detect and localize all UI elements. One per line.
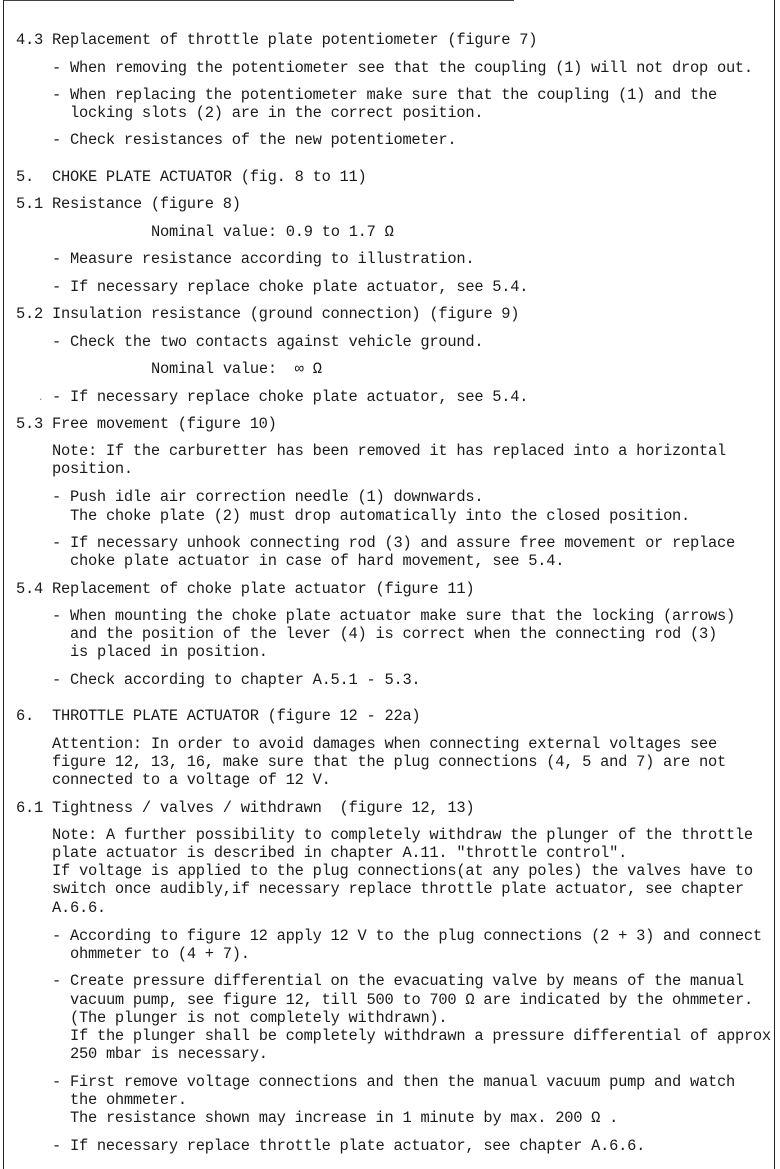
- bullet-continuation: vacuum pump, see figure 12, till 500 to 700 Ω are indicated by the ohmmeter.: [70, 991, 753, 1009]
- section-number: 5.4: [16, 580, 43, 598]
- nominal-value: Nominal value: 0.9 to 1.7 Ω: [151, 223, 394, 241]
- bullet-continuation: choke plate actuator in case of hard movement, see 5.4.: [70, 552, 565, 570]
- section-heading: Tightness / valves / withdrawn (figure 12, 13): [52, 799, 475, 817]
- bullet-text: - According to figure 12 apply 12 V to the plug connections (2 + 3) and connect: [52, 927, 762, 945]
- bullet-continuation: 250 mbar is necessary.: [70, 1045, 268, 1063]
- attention-text: Attention: In order to avoid damages when connecting external voltages see: [52, 735, 717, 753]
- bullet-text: - When removing the potentiometer see that the coupling (1) will not drop out.: [52, 59, 753, 77]
- bullet-text: - If necessary replace throttle plate actuator, see chapter A.6.6.: [52, 1137, 646, 1155]
- bullet-text: - Push idle air correction needle (1) downwards.: [52, 488, 484, 506]
- section-number: 5.1: [16, 195, 43, 213]
- section-number: 6.1: [16, 799, 43, 817]
- bullet-text: - When mounting the choke plate actuator make sure that the locking (arrows): [52, 607, 735, 625]
- bullet-continuation: locking slots (2) are in the correct position.: [70, 104, 484, 122]
- bullet-text: - First remove voltage connections and then the manual vacuum pump and watch: [52, 1073, 735, 1091]
- bullet-continuation: and the position of the lever (4) is correct when the connecting rod (3): [70, 625, 717, 643]
- bullet-text: - If necessary unhook connecting rod (3) and assure free movement or replace: [52, 534, 735, 552]
- note-text: position.: [52, 460, 133, 478]
- bullet-text: - Check the two contacts against vehicle ground.: [52, 333, 484, 351]
- note-text: plate actuator is described in chapter A.11. "throttle control".: [52, 844, 628, 862]
- bullet-continuation: the ohmmeter.: [70, 1091, 187, 1109]
- section-heading: Replacement of throttle plate potentiometer (figure 7): [52, 31, 538, 49]
- attention-text: connected to a voltage of 12 V.: [52, 771, 331, 789]
- top-rule: [4, 0, 514, 1]
- bullet-continuation: ohmmeter to (4 + 7).: [70, 945, 250, 963]
- section-number: 5.3: [16, 415, 43, 433]
- bullet-text: - Create pressure differential on the evacuating valve by means of the manual: [52, 972, 744, 990]
- nominal-value: Nominal value: ∞ Ω: [151, 360, 322, 378]
- document-page: [3, 0, 775, 1169]
- note-text: Note: If the carburetter has been removed it has replaced into a horizontal: [52, 442, 726, 460]
- bullet-text: - If necessary replace choke plate actuator, see 5.4.: [52, 278, 529, 296]
- bullet-continuation: The choke plate (2) must drop automatically into the closed position.: [70, 507, 691, 525]
- bullet-text: - Check resistances of the new potentiometer.: [52, 131, 457, 149]
- bullet-continuation: is placed in position.: [70, 643, 268, 661]
- bullet-text: - Check according to chapter A.5.1 - 5.3.: [52, 671, 421, 689]
- section-number: 5.: [16, 168, 34, 186]
- bullet-continuation: (The plunger is not completely withdrawn).: [70, 1009, 448, 1027]
- section-number: 5.2: [16, 305, 43, 323]
- note-text: A.6.6.: [52, 899, 106, 917]
- attention-text: figure 12, 13, 16, make sure that the plug connections (4, 5 and 7) are not: [52, 753, 726, 771]
- section-heading: CHOKE PLATE ACTUATOR (fig. 8 to 11): [52, 168, 367, 186]
- bullet-text: - When replacing the potentiometer make sure that the coupling (1) and the: [52, 86, 717, 104]
- bullet-text: - If necessary replace choke plate actuator, see 5.4.: [52, 388, 529, 406]
- bullet-text: - Measure resistance according to illustration.: [52, 250, 475, 268]
- section-heading: Insulation resistance (ground connection) (figure 9): [52, 305, 520, 323]
- section-heading: THROTTLE PLATE ACTUATOR (figure 12 - 22a): [52, 707, 421, 725]
- note-text: If voltage is applied to the plug connections(at any poles) the valves have to: [52, 862, 753, 880]
- bullet-continuation: If the plunger shall be completely withdrawn a pressure differential of approx: [70, 1027, 771, 1045]
- section-heading: Replacement of choke plate actuator (figure 11): [52, 580, 475, 598]
- section-heading: Free movement (figure 10): [52, 415, 277, 433]
- section-number: 6.: [16, 707, 34, 725]
- section-heading: Resistance (figure 8): [52, 195, 241, 213]
- section-number: 4.3: [16, 31, 43, 49]
- bullet-continuation: The resistance shown may increase in 1 minute by max. 200 Ω .: [70, 1109, 619, 1127]
- note-text: switch once audibly,if necessary replace throttle plate actuator, see chapter: [52, 880, 744, 898]
- stray-mark: ·: [38, 395, 44, 405]
- note-text: Note: A further possibility to completely withdraw the plunger of the throttle: [52, 826, 753, 844]
